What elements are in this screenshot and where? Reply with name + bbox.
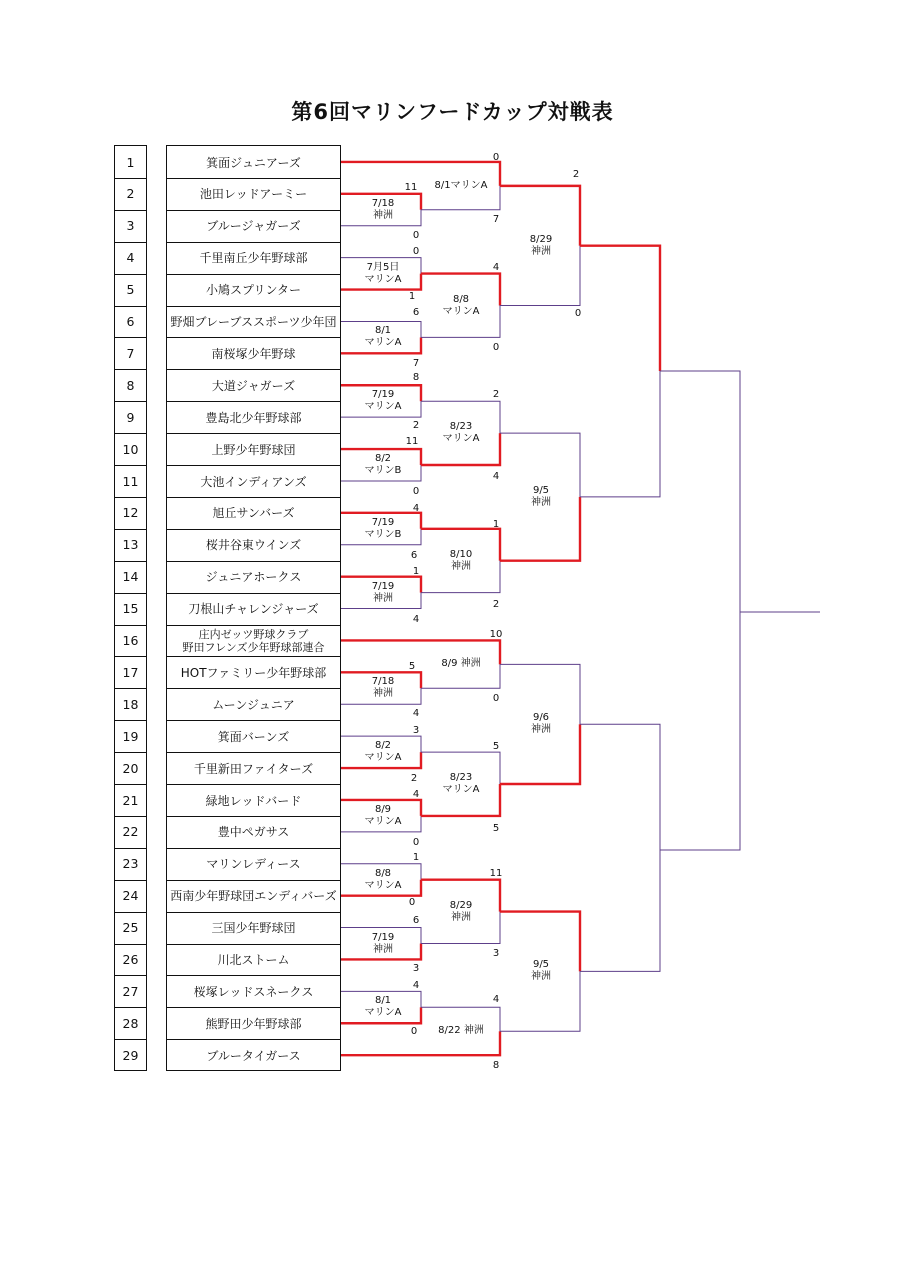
match-date: 7/18: [371, 197, 395, 209]
team-number: 1: [126, 154, 135, 170]
score: 2: [412, 420, 420, 431]
team-number: 16: [122, 633, 139, 648]
team-number: 9: [126, 409, 135, 425]
score: 5: [492, 741, 500, 752]
score: 10: [489, 629, 503, 640]
match-venue: 神洲: [373, 943, 393, 955]
score: 0: [412, 486, 420, 497]
match-date: 7/19: [371, 516, 395, 528]
match-label: [435, 180, 488, 192]
match-venue: マリンA: [364, 1007, 402, 1019]
team-number: 25: [122, 920, 139, 936]
score: 11: [489, 868, 503, 879]
match-label: [443, 294, 480, 318]
match-venue: マリンA: [364, 879, 402, 891]
match-venue: 神洲: [373, 592, 393, 604]
team-number: 6: [126, 314, 135, 329]
score: 4: [492, 262, 500, 273]
match-date: 8/2: [374, 740, 392, 752]
team-name: 豊中ペガサス: [217, 825, 290, 840]
team-number: 22: [122, 824, 139, 840]
team-name: 桜塚レッドスネークス: [193, 984, 314, 999]
team-number: 12: [122, 505, 139, 521]
score: 5: [492, 823, 500, 834]
bracket-line-undecided: [580, 724, 660, 850]
team-number: 24: [122, 888, 139, 904]
match-date: 8/1マリンA: [434, 179, 488, 191]
score: 11: [405, 436, 419, 447]
match-venue: 神洲: [451, 560, 471, 572]
match-label: [530, 234, 552, 258]
team-number: 13: [122, 537, 139, 553]
match-venue: マリンA: [364, 752, 402, 764]
team-number: 10: [122, 441, 139, 457]
match-date: 9/5: [532, 959, 550, 971]
team-name: 箕面ジュニアーズ: [206, 155, 301, 170]
team-number: 14: [122, 569, 139, 585]
bracket-line-undecided: [580, 850, 660, 971]
match-label: [365, 389, 402, 413]
match-date: 8/2: [374, 453, 392, 464]
match-venue: マリンA: [364, 401, 402, 413]
team-number: 8: [126, 377, 135, 393]
score: 1: [412, 852, 420, 863]
match-label: [372, 581, 394, 605]
match-label: [441, 658, 480, 670]
team-name: 緑地レッドバード: [205, 793, 302, 808]
team-name: マリンレディース: [206, 857, 301, 872]
match-date: 8/9: [374, 803, 392, 815]
team-name: 箕面バーンズ: [217, 729, 290, 744]
team-name: 西南少年野球団エンディバーズ: [170, 889, 337, 904]
match-venue: マリンA: [364, 273, 402, 285]
match-date: 9/5: [532, 484, 550, 496]
team-name: 川北ストーム: [217, 953, 290, 967]
match-label: [365, 262, 402, 286]
match-label: [438, 1025, 484, 1037]
team-number: 3: [126, 218, 135, 234]
team-name: 野畑ブレーブススポーツ少年団: [170, 315, 337, 329]
score: 4: [412, 614, 420, 625]
team-name: 桜井谷東ウインズ: [205, 538, 302, 553]
team-name: 三国少年野球団: [211, 921, 296, 936]
team-name: 上野少年野球団: [211, 442, 296, 457]
score: 0: [492, 693, 500, 704]
match-date: 8/1: [374, 995, 392, 1007]
match-venue: マリンA: [364, 815, 402, 827]
match-date: 8/1: [374, 325, 392, 337]
team-number: 4: [126, 250, 135, 266]
match-label: [365, 453, 402, 477]
match-label: [372, 198, 394, 222]
score: 0: [410, 1026, 418, 1037]
score: 8: [412, 372, 420, 383]
match-venue: 神洲: [373, 209, 393, 221]
match-date: 9/6: [532, 712, 550, 724]
match-label: [365, 740, 402, 764]
bracket-line-undecided: [580, 371, 660, 497]
match-venue: 神洲: [373, 688, 393, 700]
team-name: 池田レッドアーミー: [199, 187, 308, 202]
team-name: 旭丘サンバーズ: [212, 506, 295, 521]
score: 2: [410, 773, 418, 784]
match-label: [531, 712, 551, 736]
team-number: 7: [126, 345, 135, 361]
score: 4: [412, 980, 420, 991]
score: 0: [412, 837, 420, 848]
match-date: 8/10: [449, 548, 473, 560]
score: 6: [412, 915, 420, 926]
score: 6: [410, 550, 418, 561]
team-name: 千里新田ファイターズ: [193, 761, 314, 776]
match-label: [365, 804, 402, 828]
team-name: 熊野田少年野球部: [205, 1016, 302, 1031]
team-name: 大道ジャガーズ: [211, 378, 296, 393]
match-venue: 神洲: [531, 971, 551, 983]
score: 0: [412, 246, 420, 257]
score: 8: [492, 1060, 500, 1071]
bracket-line-winner: [580, 246, 660, 371]
score: 2: [572, 169, 580, 180]
score: 7: [412, 358, 420, 369]
match-label: [450, 900, 472, 924]
team-number: 27: [122, 983, 139, 999]
match-date: 8/22 神洲: [438, 1025, 484, 1037]
team-number: 18: [122, 696, 139, 712]
match-date: 7月5日: [366, 261, 400, 273]
score: 3: [412, 725, 420, 736]
score: 1: [412, 566, 420, 577]
team-name-line: 庄内ゼッツ野球クラブ: [198, 627, 309, 641]
score: 11: [404, 182, 418, 193]
match-date: 8/23: [449, 421, 473, 433]
team-name: ブルージャガーズ: [206, 219, 301, 234]
match-date: 8/9 神洲: [441, 658, 481, 670]
match-date: 8/23: [449, 772, 473, 783]
match-label: [372, 932, 394, 956]
score: 3: [412, 963, 420, 974]
score: 1: [408, 291, 416, 302]
match-label: [372, 676, 394, 700]
team-name: 南桜塚少年野球: [211, 346, 296, 361]
score: 0: [492, 152, 500, 163]
match-venue: 神洲: [531, 245, 551, 257]
match-label: [365, 325, 402, 349]
match-label: [443, 421, 480, 445]
match-date: 7/18: [371, 676, 395, 688]
score: 7: [492, 214, 500, 225]
team-name: 刀根山チャレンジャーズ: [188, 602, 319, 617]
team-name: ジュニアホークス: [205, 570, 302, 585]
match-venue: マリンA: [442, 305, 480, 317]
team-number: 15: [122, 601, 139, 617]
team-name-line: 野田フレンズ少年野球部連合: [182, 640, 325, 654]
score: 1: [492, 519, 500, 530]
page-title: 第6回マリンフードカップ対戦表: [291, 100, 614, 124]
match-venue: マリンA: [364, 337, 402, 349]
team-number: 26: [122, 952, 139, 967]
team-number: 17: [122, 664, 139, 680]
match-venue: 神洲: [531, 724, 551, 736]
score: 4: [412, 789, 420, 800]
match-venue: マリンA: [442, 784, 480, 795]
score: 0: [408, 897, 416, 908]
match-label: [365, 517, 402, 541]
match-venue: 神洲: [451, 911, 471, 923]
score: 2: [492, 599, 500, 610]
score: 0: [492, 342, 500, 353]
score: 3: [492, 948, 500, 959]
match-label: [531, 485, 551, 509]
match-venue: マリンA: [442, 433, 480, 445]
score: 4: [412, 708, 420, 719]
team-number: 19: [122, 728, 139, 744]
match-date: 8/29: [449, 899, 473, 911]
match-label: [443, 772, 480, 796]
match-label: [450, 549, 472, 573]
team-name: HOTファミリー少年野球部: [180, 665, 327, 680]
score: 4: [492, 471, 500, 482]
match-date: 8/29: [529, 233, 553, 245]
team-number: 11: [122, 473, 139, 489]
team-name: 小鳩スプリンター: [205, 283, 302, 298]
score: 0: [574, 308, 582, 319]
bracket-line-semifinal: [660, 371, 740, 850]
score: 2: [492, 389, 500, 400]
score: 0: [412, 230, 420, 241]
match-label: [365, 868, 402, 892]
team-name: 豊島北少年野球部: [205, 410, 302, 425]
team-number: 2: [126, 186, 135, 202]
team-name: ブルータイガース: [206, 1048, 301, 1063]
match-label: [531, 959, 551, 983]
team-number: 28: [122, 1015, 139, 1031]
match-date: 8/8: [452, 293, 470, 305]
team-name: ムーンジュニア: [212, 697, 295, 712]
match-date: 7/19: [371, 389, 395, 401]
score: 4: [412, 503, 420, 514]
score: 4: [492, 994, 500, 1005]
match-venue: マリンB: [364, 465, 402, 476]
team-number: 20: [122, 760, 139, 776]
score: 6: [412, 307, 420, 318]
match-date: 7/19: [371, 580, 395, 592]
team-number: 5: [126, 282, 135, 298]
match-venue: マリンB: [364, 528, 402, 540]
match-label: [365, 995, 402, 1019]
team-number: 23: [122, 856, 139, 872]
team-number: 21: [122, 792, 139, 808]
match-date: 7/19: [371, 931, 395, 943]
team-name: 千里南丘少年野球部: [199, 251, 308, 266]
match-venue: 神洲: [531, 496, 551, 508]
match-date: 8/8: [374, 867, 392, 879]
score: 5: [408, 661, 416, 672]
team-number: 29: [122, 1047, 139, 1063]
team-name: 大池インディアンズ: [200, 474, 307, 489]
